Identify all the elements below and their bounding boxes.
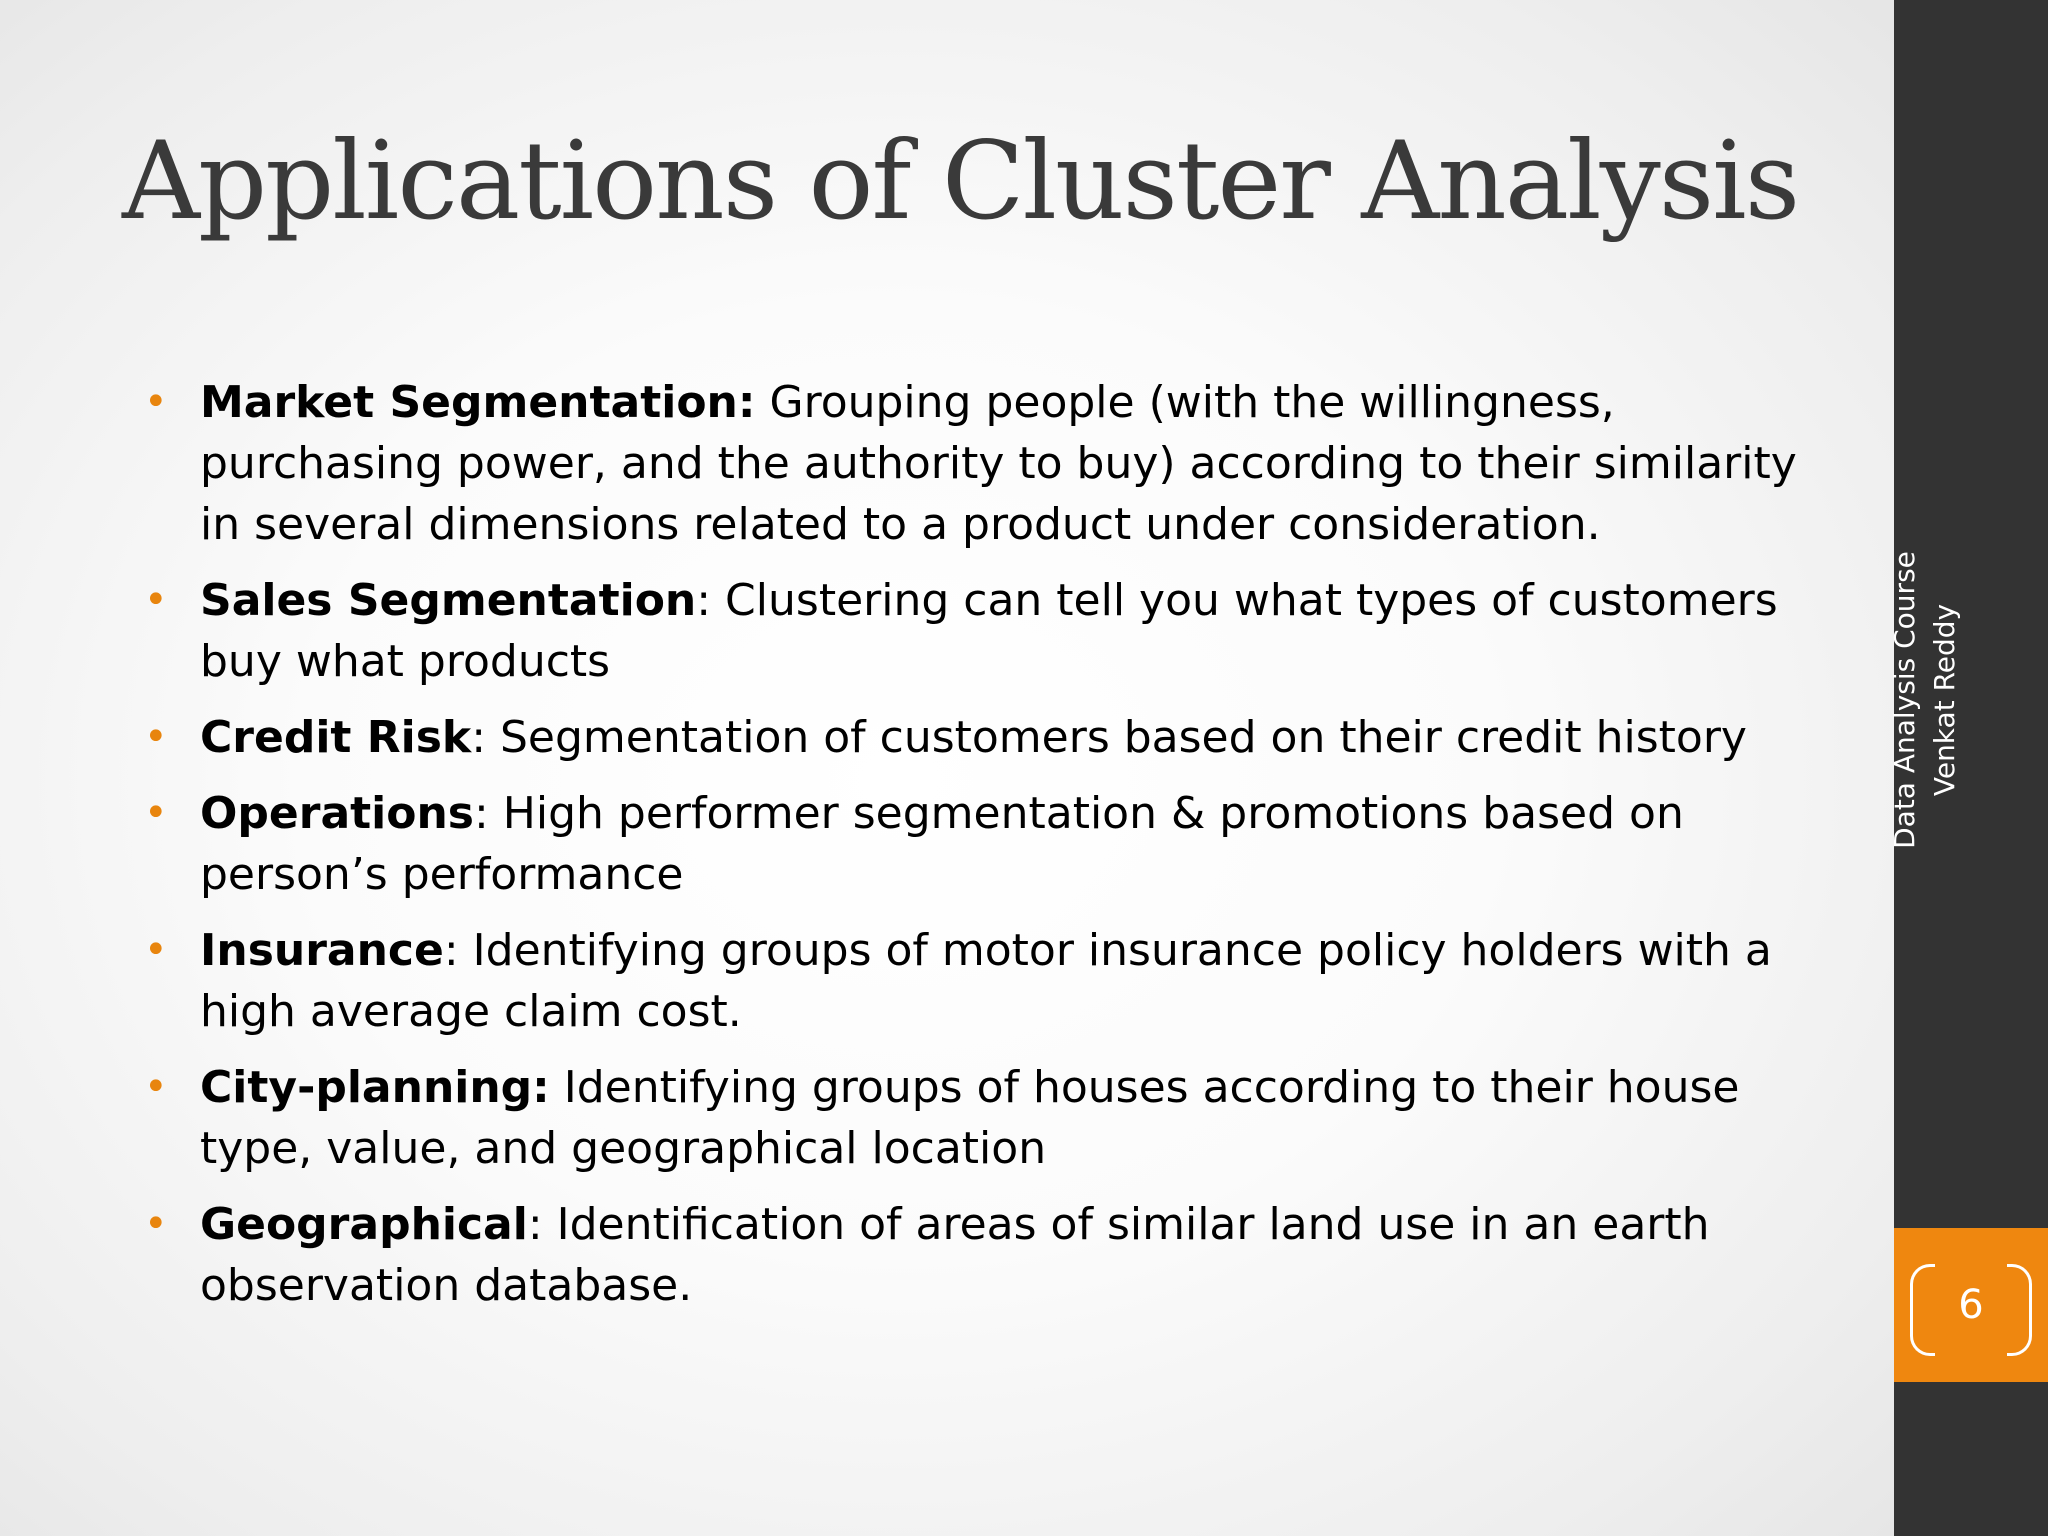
bullet-term: Credit Risk (200, 712, 472, 763)
bullet-dot-icon: • (144, 790, 168, 836)
slide-title: Applications of Cluster Analysis (122, 119, 1799, 244)
page-number-box (1894, 1228, 2048, 1382)
bullet-term: Operations (200, 788, 474, 839)
bullet-dot-icon: • (144, 577, 168, 623)
bullet-term: Market Segmentation: (200, 377, 756, 428)
bullet-text: : Clustering can tell you what types of customers buy what products (200, 575, 1778, 687)
bullet-text: : Segmentation of customers based on their credit history (471, 712, 1747, 763)
bullet-dot-icon: • (144, 1201, 168, 1247)
bullet-text: : High performer segmentation & promotions based on person’s performance (200, 788, 1684, 900)
footer-course: Data Analysis Course (1888, 551, 1921, 849)
footer-author: Venkat Reddy (1928, 603, 1961, 797)
bullet-term: Sales Segmentation (200, 575, 697, 626)
bullet-item-geographical (140, 1194, 1800, 1316)
bullet-list (140, 372, 1800, 1331)
bullet-dot-icon: • (144, 379, 168, 425)
page-number: 6 (1958, 1282, 1984, 1328)
bullet-term: Insurance (200, 925, 444, 976)
bullet-item-city-planning (140, 1057, 1800, 1179)
bullet-item-operations (140, 783, 1800, 905)
bullet-item-insurance (140, 920, 1800, 1042)
bullet-dot-icon: • (144, 714, 168, 760)
bullet-dot-icon: • (144, 1064, 168, 1110)
bullet-dot-icon: • (144, 927, 168, 973)
bullet-text: : Identifying groups of motor insurance policy holders with a high average claim cost. (200, 925, 1772, 1037)
bullet-text: Grouping people (with the willingness, purchasing power, and the authority to buy) according to their similarity in several dimensions related to a product under consideration. (200, 377, 1797, 550)
bullet-term: City-planning: (200, 1062, 550, 1113)
bullet-text: : Identification of areas of similar land use in an earth observation database. (200, 1199, 1710, 1311)
bullet-item-sales-segmentation (140, 570, 1800, 692)
bullet-term: Geographical (200, 1199, 528, 1250)
bullet-item-credit-risk (140, 707, 1800, 768)
bullet-item-market-segmentation (140, 372, 1800, 555)
footer-text-rotated (1885, 540, 1965, 860)
bullet-text: Identifying groups of houses according to their house type, value, and geographical location (200, 1062, 1740, 1174)
